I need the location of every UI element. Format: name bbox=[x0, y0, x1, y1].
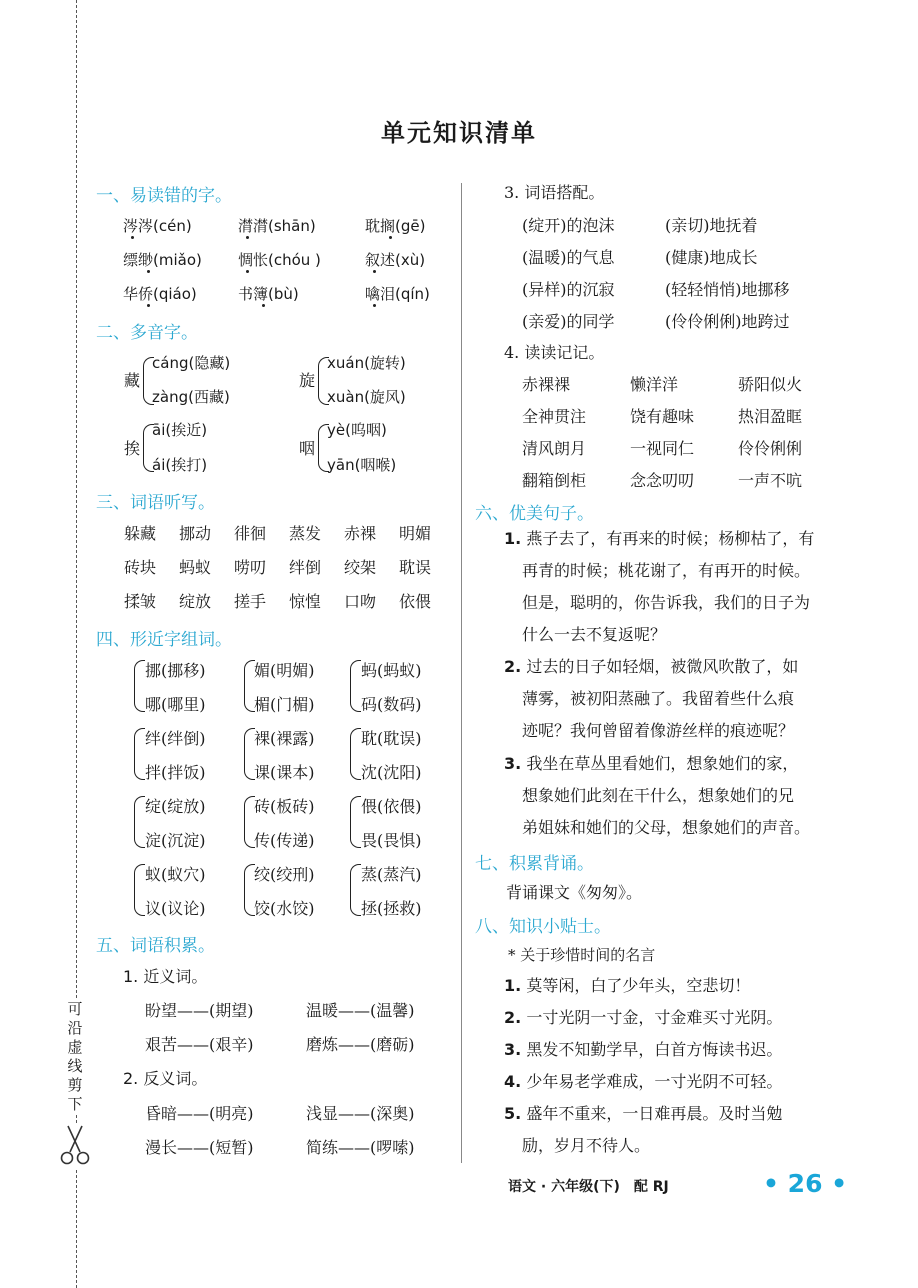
brace bbox=[134, 796, 145, 848]
collocation-table bbox=[522, 213, 790, 341]
idiom-row: 赤裸裸 懒洋洋 骄阳似火 bbox=[522, 375, 803, 394]
emphasis-dot bbox=[131, 236, 134, 239]
idiom-row: 翻箱倒柜 念念叨叨 一声不吭 bbox=[522, 471, 803, 490]
pinyin-row: 涔涔(cén) 潸潸(shān) 耽搁(gē) bbox=[123, 217, 426, 235]
dictation-table bbox=[124, 521, 431, 623]
dictation-row: 揉皱 绽放 搓手 惊惶 口吻 依偎 bbox=[124, 592, 432, 611]
section-heading-7: 七、积累背诵。 bbox=[475, 854, 594, 874]
emphasis-dot bbox=[147, 270, 150, 273]
section-heading-6: 六、优美句子。 bbox=[475, 504, 594, 524]
page-number: • 26 • bbox=[763, 1169, 848, 1198]
pinyin-row: 缥缈(miǎo) 惆怅(chóu ) 叙述(xù) bbox=[123, 251, 426, 269]
collocation-row: (绽开)的泡沫 (亲切)地抚着 bbox=[522, 216, 758, 235]
section-heading-4: 四、形近字组词。 bbox=[96, 630, 232, 650]
collocation-row: (亲爱)的同学 (伶伶俐俐)地跨过 bbox=[522, 312, 790, 331]
quote-item: 3. 黑发不知勤学早，白首方悔读书迟。 bbox=[504, 1040, 783, 1059]
idiom-row: 清风朗月 一视同仁 伶伶俐俐 bbox=[522, 439, 803, 458]
page-title: 单元知识清单 bbox=[381, 118, 537, 147]
emphasis-dot bbox=[246, 236, 249, 239]
quote-item: 4. 少年易老学难成，一寸光阴不可轻。 bbox=[504, 1072, 783, 1091]
subheading-collocation: 3. 词语搭配。 bbox=[504, 183, 605, 202]
brace bbox=[134, 660, 145, 712]
section-heading-5: 五、词语积累。 bbox=[96, 936, 215, 956]
brace bbox=[134, 728, 145, 780]
pinyin-table bbox=[123, 215, 430, 317]
emphasis-dot bbox=[389, 236, 392, 239]
polyphone-char: 藏 bbox=[124, 371, 141, 390]
column-divider bbox=[461, 183, 462, 1163]
emphasis-dot bbox=[262, 304, 265, 307]
section-heading-8: 八、知识小贴士。 bbox=[475, 917, 611, 937]
subheading-synonyms: 1. 近义词。 bbox=[123, 967, 208, 986]
brace bbox=[350, 728, 361, 780]
quote-item: 2. 一寸光阴一寸金，寸金难买寸光阴。 bbox=[504, 1008, 783, 1027]
quote-item: 1. 莫等闲，白了少年头，空悲切！ bbox=[504, 976, 751, 995]
brace bbox=[350, 660, 361, 712]
pinyin-row: 华侨(qiáo) 书簿(bù) 噙泪(qín) bbox=[123, 285, 430, 303]
quote-item: 5. 盛年不重来，一日难再晨。及时当勉 bbox=[504, 1104, 783, 1123]
sentence-2: 2. 过去的日子如轻烟，被微风吹散了，如 薄雾，被初阳蒸融了。我留着些什么痕 迹呢？我何曾留着像游丝样的痕迹呢？ bbox=[504, 657, 799, 740]
dictation-row: 躲藏 挪动 徘徊 蒸发 赤裸 明媚 bbox=[124, 524, 432, 543]
subheading-antonyms: 2. 反义词。 bbox=[123, 1069, 208, 1088]
polyphone-char: 旋 bbox=[299, 371, 316, 390]
polyphone-char: 咽 bbox=[299, 439, 316, 458]
emphasis-dot bbox=[147, 304, 150, 307]
idiom-table bbox=[522, 372, 802, 500]
scissors-icon bbox=[57, 1124, 93, 1168]
collocation-row: (异样)的沉寂 (轻轻悄悄)地挪移 bbox=[522, 280, 790, 299]
footer-label: 语文 · 六年级(下) 配 RJ bbox=[508, 1179, 669, 1195]
dictation-row: 砖块 蚂蚁 唠叨 绊倒 绞架 耽误 bbox=[124, 558, 432, 577]
cut-hint: 可 沿 虚 线 剪 下 bbox=[58, 1000, 92, 1114]
brace bbox=[134, 864, 145, 916]
polyphone-char: 挨 bbox=[124, 439, 141, 458]
emphasis-dot bbox=[246, 270, 249, 273]
section-heading-3: 三、词语听写。 bbox=[96, 493, 215, 513]
brace bbox=[350, 864, 361, 916]
quote-list: 1. 莫等闲，白了少年头，空悲切！ 2. 一寸光阴一寸金，寸金难买寸光阴。 3. 黑发不知勤学早，白首方悔读书迟。 4. 少年易老学难成，一寸光阴不可轻。 5. 盛年不重来，一日难再晨。及时当勉 励，岁月不待人。 bbox=[504, 970, 834, 1162]
idiom-row: 全神贯注 饶有趣味 热泪盈眶 bbox=[522, 407, 803, 426]
emphasis-dot bbox=[373, 270, 376, 273]
recite-text: 背诵课文《匆匆》。 bbox=[506, 883, 643, 902]
section-heading-2: 二、多音字。 bbox=[96, 323, 198, 343]
collocation-row: (温暖)的气息 (健康)地成长 bbox=[522, 248, 758, 267]
section-heading-1: 一、易读错的字。 bbox=[96, 186, 232, 206]
quotes-note: * 关于珍惜时间的名言 bbox=[508, 946, 656, 964]
emphasis-dot bbox=[373, 304, 376, 307]
sentence-1: 1. 燕子去了，有再来的时候；杨柳枯了，有 再青的时候；桃花谢了，有再开的时候。 但是，聪明的，你告诉我，我们的日子为 什么一去不复返呢？ bbox=[504, 529, 815, 644]
subheading-read-remember: 4. 读读记记。 bbox=[504, 343, 605, 362]
brace bbox=[350, 796, 361, 848]
sentence-3: 3. 我坐在草丛里看她们，想象她们的家， 想象她们此刻在干什么，想象她们的兄 弟姐妹和她们的父母，想象她们的声音。 bbox=[504, 754, 811, 837]
